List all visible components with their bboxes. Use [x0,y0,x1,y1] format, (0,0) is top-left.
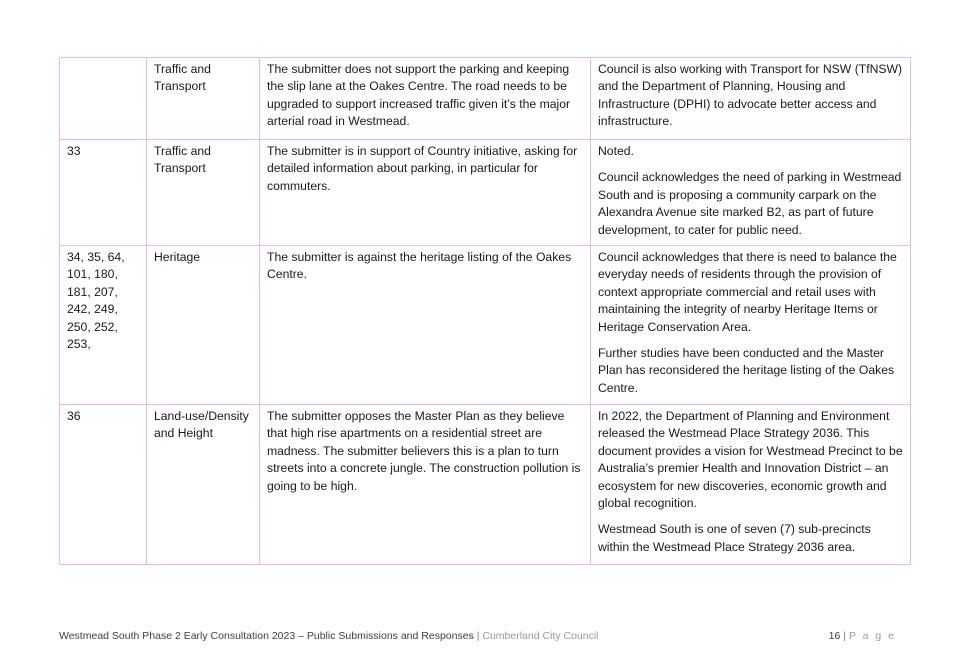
response-paragraph: Further studies have been conducted and the Master Plan has reconsidered the heritage listing of the Oakes Centre. [598,346,895,395]
submission-cell: The submitter is against the heritage listing of the Oakes Centre. [260,246,591,405]
response-paragraph: In 2022, the Department of Planning and Environment released the Westmead Place Strategy 2036. This document provides a vision for Westmead Precinct to be Australia’s premier Health and Innovation District – an ecosystem for new discoveries, economic growth and global recognition. [598,409,903,511]
response-paragraph: Noted. [598,144,634,158]
submissions-table [59,57,911,565]
submission-id-cell: 36 [60,405,147,565]
response-paragraph: Council is also working with Transport for NSW (TfNSW) and the Department of Planning, Housing and Infrastructure (DPHI) to advocate better access and infrastructure. [598,62,903,129]
page-number: 16 [828,630,841,642]
page-separator: | [843,630,846,642]
submission-cell: The submitter opposes the Master Plan as they believe that high rise apartments on a residential street are madness. The submitter believers this is a plan to turn streets into a concrete jungle. The construction pollution is going to be high. [260,405,591,565]
category-cell: Traffic and Transport [147,140,260,246]
submission-id-cell [60,58,147,140]
submission-id-cell: 34, 35, 64, 101, 180, 181, 207, 242, 249, 250, 252, 253, [60,246,147,405]
response-paragraph: Westmead South is one of seven (7) sub-precincts within the Westmead Place Strategy 2036 area. [598,522,871,554]
response-paragraph: Council acknowledges the need of parking in Westmead South and is proposing a community carpark on the Alexandra Avenue site marked B2, as part of future development, to cater for public need. [598,170,902,237]
table-row [60,246,911,405]
response-cell [591,405,911,565]
table-row [60,140,911,246]
table-row [60,405,911,565]
response-paragraph: Council acknowledges that there is need to balance the everyday needs of residents through the provision of context appropriate commercial and retail uses with maintaining the integrity of nearby Heritage Items or Heritage Conservation Area. [598,250,897,334]
footer-page-indicator [829,630,896,642]
footer-council-name: Cumberland City Council [482,630,599,642]
submission-cell: The submitter does not support the parking and keeping the slip lane at the Oakes Centre. The road needs to be upgraded to support increased traffic given it’s the major arterial road in Westmead. [260,58,591,140]
table-row [60,58,911,140]
page-footer [59,630,910,646]
submission-id-cell: 33 [60,140,147,246]
response-cell [591,246,911,405]
footer-document-title: Westmead South Phase 2 Early Consultation 2023 – Public Submissions and Responses [59,630,474,642]
category-cell: Heritage [147,246,260,405]
category-cell: Traffic and Transport [147,58,260,140]
response-cell [591,140,911,246]
response-cell [591,58,911,140]
category-cell: Land-use/Density and Height [147,405,260,565]
submission-cell: The submitter is in support of Country initiative, asking for detailed information about parking, in particular for commuters. [260,140,591,246]
footer-title-line [59,630,599,642]
footer-separator: | [476,630,480,642]
page-label: P a g e [848,630,896,642]
